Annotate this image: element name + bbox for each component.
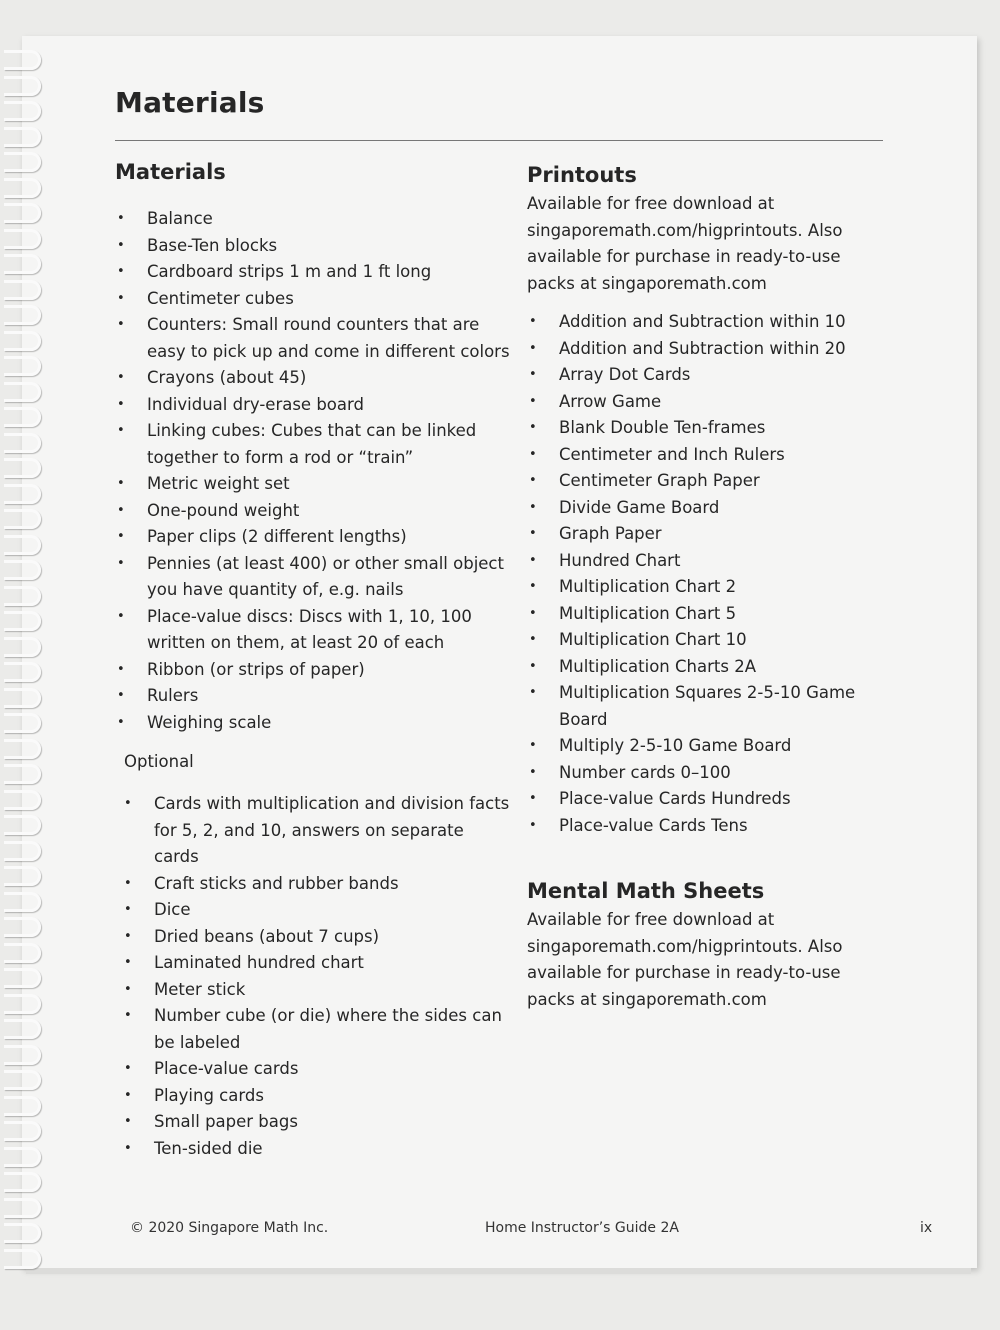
spiral-coil [4,611,41,631]
spiral-coil [4,764,41,784]
list-item: • Multiplication Squares 2-5-10 Game Board [527,680,887,733]
list-item: • Number cube (or die) where the sides can be labeled [122,1003,510,1056]
spiral-coil [4,50,41,70]
spiral-coil [4,535,41,555]
list-item: • Hundred Chart [527,548,887,575]
spiral-coil [4,101,41,121]
list-item: • Ten-sided die [122,1136,510,1163]
spiral-coil [4,229,41,249]
list-item: • Centimeter Graph Paper [527,468,887,495]
list-item: • Dice [122,897,510,924]
spiral-coil [4,1070,41,1090]
list-item: • Centimeter and Inch Rulers [527,442,887,469]
spiral-coil [4,688,41,708]
list-item: • Arrow Game [527,389,887,416]
spiral-coil [4,1198,41,1218]
spiral-coil [4,662,41,682]
list-item: • Ribbon (or strips of paper) [115,657,510,684]
list-item: • Place-value cards [122,1056,510,1083]
list-item: • Place-value Cards Tens [527,813,887,840]
spiral-coil [4,586,41,606]
spiral-coil [4,509,41,529]
list-item: • Cards with multiplication and division facts for 5, 2, and 10, answers on separate cards [122,791,510,871]
spiral-coil [4,1249,41,1269]
spiral-coil [4,815,41,835]
footer-copyright: © 2020 Singapore Math Inc. [130,1220,329,1236]
materials-heading: Materials [115,160,226,184]
list-item: • Array Dot Cards [527,362,887,389]
spiral-coil [4,356,41,376]
printouts-heading: Printouts [527,163,637,187]
mental-math-intro: Available for free download at singaporemath.com/higprintouts. Also available for purchase in ready-to-use packs at singaporemath.com [527,910,843,1009]
list-item: • Balance [115,206,510,233]
list-item: • Addition and Subtraction within 10 [527,309,887,336]
spiral-coil [4,1223,41,1243]
spiral-coil [4,637,41,657]
spiral-coil [4,713,41,733]
spiral-coil [4,203,41,223]
list-item: • Weighing scale [115,710,510,737]
spiral-coil [4,994,41,1014]
list-item: • Centimeter cubes [115,286,510,313]
spiral-coil [4,1096,41,1116]
spiral-coil [4,1121,41,1141]
optional-heading: Optional [124,752,194,771]
list-item: • Linking cubes: Cubes that can be linked together to form a rod or “train” [115,418,510,471]
list-item: • Graph Paper [527,521,887,548]
list-item: • Crayons (about 45) [115,365,510,392]
spiral-coil [4,76,41,96]
page-title: Materials [115,86,265,119]
spiral-coil [4,790,41,810]
spiral-coil [4,1019,41,1039]
list-item: • Multiplication Chart 5 [527,601,887,628]
footer-page-number: ix [920,1220,933,1236]
spiral-coil [4,382,41,402]
list-item: • Multiplication Chart 2 [527,574,887,601]
spiral-coil [4,305,41,325]
list-item: • Counters: Small round counters that are easy to pick up and come in different colors [115,312,510,365]
list-item: • Playing cards [122,1083,510,1110]
list-item: • Dried beans (about 7 cups) [122,924,510,951]
spiral-coil [4,331,41,351]
optional-list [115,791,510,1162]
spiral-coil [4,458,41,478]
list-item: • Cardboard strips 1 m and 1 ft long [115,259,510,286]
page-edge [26,1268,971,1274]
spiral-coil [4,968,41,988]
list-item: • Laminated hundred chart [122,950,510,977]
mental-math-heading: Mental Math Sheets [527,879,765,903]
list-item: • Individual dry-erase board [115,392,510,419]
list-item: • Number cards 0–100 [527,760,887,787]
spiral-coil [4,178,41,198]
list-item: • Multiplication Charts 2A [527,654,887,681]
list-item: • Blank Double Ten-frames [527,415,887,442]
spiral-coil [4,254,41,274]
list-item: • Paper clips (2 different lengths) [115,524,510,551]
header-divider [115,140,883,141]
spiral-coil [4,560,41,580]
spiral-coil [4,1045,41,1065]
spiral-coil [4,127,41,147]
materials-list [115,206,510,736]
printouts-intro: Available for free download at singaporemath.com/higprintouts. Also available for purchase in ready-to-use packs at singaporemath.com [527,194,843,293]
spiral-coil [4,280,41,300]
printouts-list [527,309,887,839]
list-item: • Divide Game Board [527,495,887,522]
spiral-coil [4,1172,41,1192]
list-item: • Rulers [115,683,510,710]
list-item: • Multiply 2-5-10 Game Board [527,733,887,760]
list-item: • Base-Ten blocks [115,233,510,260]
list-item: • One-pound weight [115,498,510,525]
list-item: • Multiplication Chart 10 [527,627,887,654]
list-item: • Addition and Subtraction within 20 [527,336,887,363]
spiral-coil [4,739,41,759]
spiral-coil [4,841,41,861]
spiral-coil [4,484,41,504]
list-item: • Craft sticks and rubber bands [122,871,510,898]
list-item: • Pennies (at least 400) or other small object you have quantity of, e.g. nails [115,551,510,604]
list-item: • Meter stick [122,977,510,1004]
spiral-coil [4,917,41,937]
spiral-binding [0,50,46,1260]
spiral-coil [4,1147,41,1167]
list-item: • Metric weight set [115,471,510,498]
spiral-coil [4,152,41,172]
spiral-coil [4,943,41,963]
footer-book-title: Home Instructor’s Guide 2A [485,1220,679,1236]
materials-section [115,160,510,1162]
spiral-coil [4,407,41,427]
spiral-coil [4,866,41,886]
list-item: • Place-value Cards Hundreds [527,786,887,813]
list-item: • Place-value discs: Discs with 1, 10, 100 written on them, at least 20 of each [115,604,510,657]
list-item: • Small paper bags [122,1109,510,1136]
spiral-coil [4,433,41,453]
printouts-section [527,163,887,1013]
spiral-coil [4,892,41,912]
